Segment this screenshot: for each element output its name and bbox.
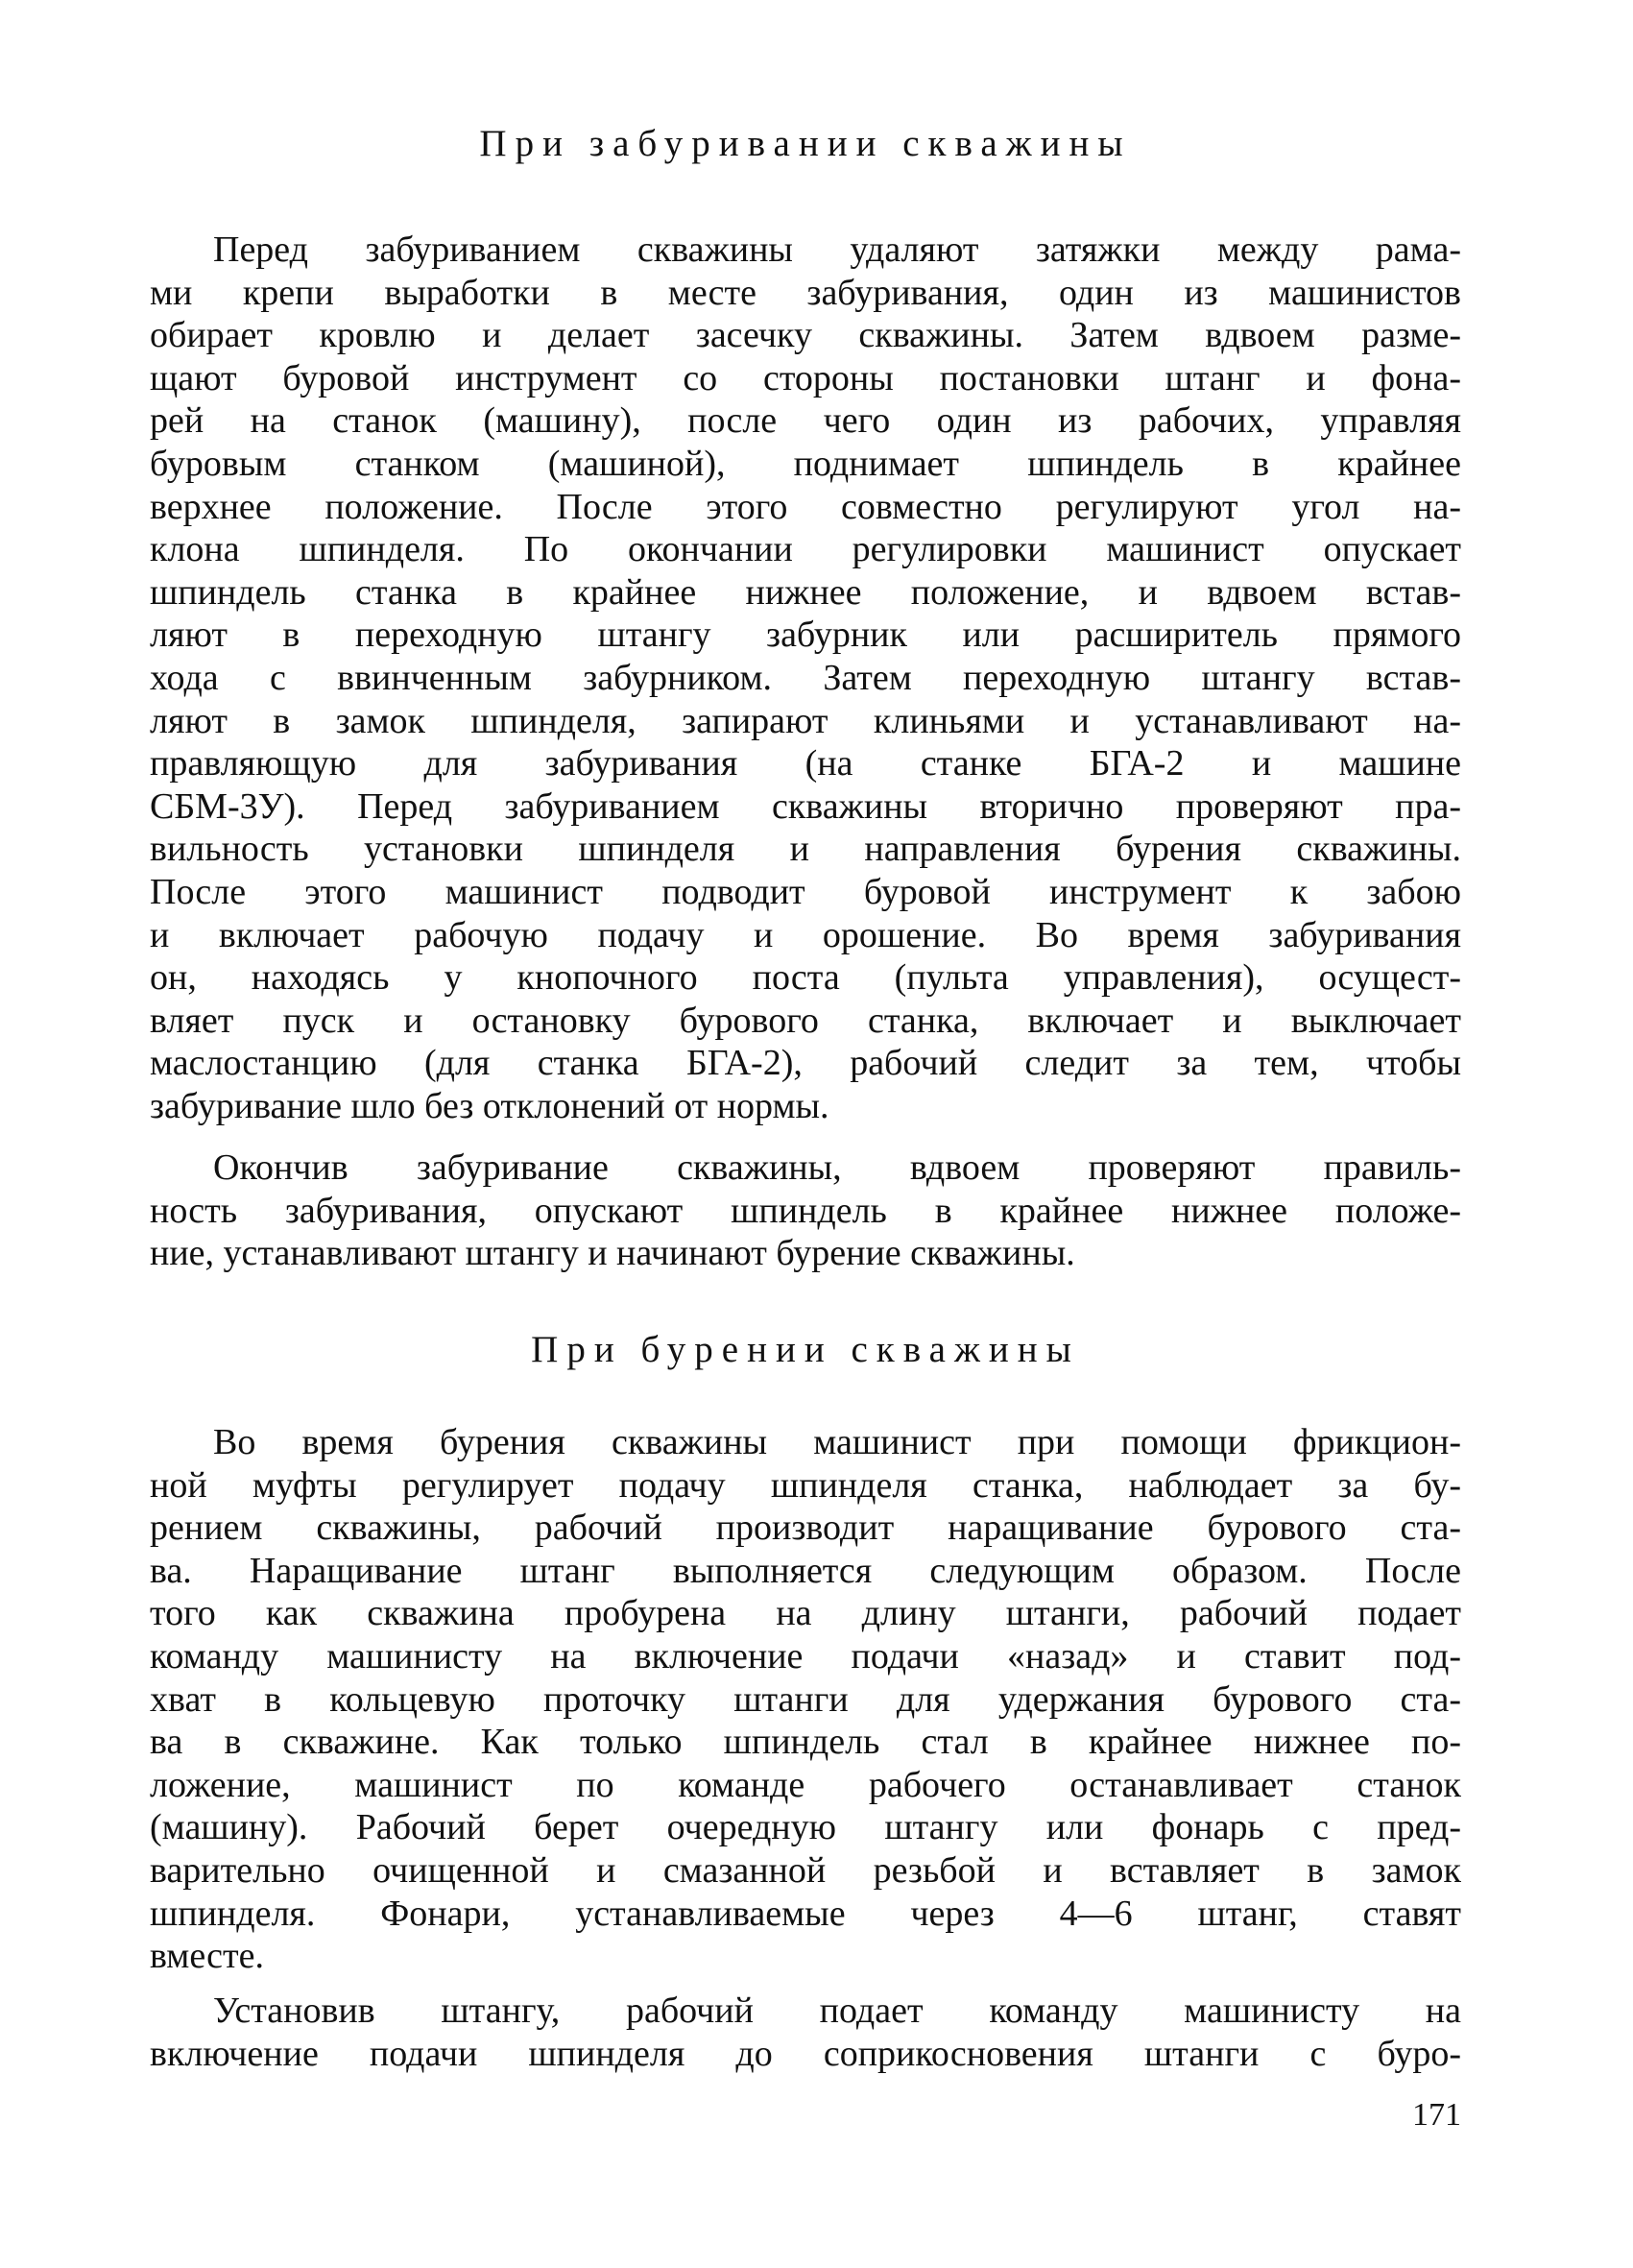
text-line: маслостанцию (для станка БГА-2), рабочий следит за тем, чтобы <box>150 1043 1461 1084</box>
text-line: правляющую для забуривания (на станке БГА-2 и машине <box>150 743 1461 784</box>
text-line: вместе. <box>150 1936 264 1977</box>
text-line: и включает рабочую подачу и орошение. Во время забуривания <box>150 914 1461 955</box>
text-line: вильность установки шпинделя и направления бурения скважины. <box>150 829 1461 870</box>
text-line: шпиндель станка в крайнее нижнее положение, и вдвоем встав- <box>150 571 1461 613</box>
text-line: ляют в переходную штангу забурник или расширитель прямого <box>150 615 1461 656</box>
text-line: ляют в замок шпинделя, запирают клиньями и устанавливают на- <box>150 700 1461 741</box>
text-line: ва. Наращивание штанг выполняется следующим образом. После <box>150 1550 1461 1591</box>
text-line: клона шпинделя. По окончании регулировки машинист опускает <box>150 529 1461 570</box>
page-number: 171 <box>1412 2097 1461 2133</box>
text-line: обирает кровлю и делает засечку скважины. Затем вдвоем разме- <box>150 315 1461 356</box>
section-heading-drilling: При бурении скважины <box>531 1329 1080 1370</box>
paragraph <box>150 229 1461 1127</box>
text-line: хват в кольцевую проточку штанги для удержания бурового ста- <box>150 1678 1461 1720</box>
text-line: Установив штангу, рабочий подает команду машинисту на <box>213 1991 1461 2031</box>
text-line: вляет пуск и остановку бурового станка, включает и выключает <box>150 1000 1461 1041</box>
text-line: хода с ввинченным забурником. Затем переходную штангу встав- <box>150 657 1461 698</box>
text-line: Во время бурения скважины машинист при помощи фрикцион- <box>213 1422 1461 1462</box>
text-line: забуривание шло без отклонений от нормы. <box>150 1085 829 1126</box>
text-line: Окончив забуривание скважины, вдвоем проверяют правиль- <box>213 1147 1461 1188</box>
text-line: рением скважины, рабочий производит наращивание бурового ста- <box>150 1508 1461 1549</box>
text-line: После этого машинист подводит буровой инструмент к забою <box>150 871 1461 912</box>
text-line: ва в скважине. Как только шпиндель стал в крайнее нижнее по- <box>150 1722 1461 1763</box>
text-line: СБМ-3У). Перед забуриванием скважины вторично проверяют пра- <box>150 785 1461 827</box>
text-line: щают буровой инструмент со стороны постановки штанг и фона- <box>150 357 1461 398</box>
text-line: того как скважина пробурена на длину штанги, рабочий подает <box>150 1593 1461 1634</box>
paragraph <box>150 1990 1461 2075</box>
text-line: верхнее положение. После этого совместно регулируют угол на- <box>150 486 1461 527</box>
text-line: он, находясь у кнопочного поста (пульта управления), осущест- <box>150 957 1461 999</box>
text-line: буровым станком (машиной), поднимает шпиндель в крайнее <box>150 443 1461 484</box>
text-line: ние, устанавливают штангу и начинают бурение скважины. <box>150 1233 1075 1274</box>
text-line: рей на станок (машину), после чего один из рабочих, управляя <box>150 400 1461 442</box>
text-line: (машину). Рабочий берет очередную штангу или фонарь с пред- <box>150 1807 1461 1848</box>
text-line: включение подачи шпинделя до соприкосновения штанги с буро- <box>150 2033 1461 2074</box>
text-line: шпинделя. Фонари, устанавливаемые через 4—6 штанг, ставят <box>150 1893 1461 1934</box>
text-line: ми крепи выработки в месте забуривания, один из машинистов <box>150 272 1461 313</box>
section-heading-drilling-start: При забуривании скважины <box>479 123 1132 164</box>
text-line: ность забуривания, опускают шпиндель в крайнее нижнее положе- <box>150 1190 1461 1231</box>
text-line: Перед забуриванием скважины удаляют затяжки между рама- <box>213 229 1461 270</box>
paragraph <box>150 1146 1461 1275</box>
text-line: команду машинисту на включение подачи «назад» и ставит под- <box>150 1635 1461 1677</box>
paragraph <box>150 1421 1461 1978</box>
text-line: варительно очищенной и смазанной резьбой и вставляет в замок <box>150 1849 1461 1891</box>
text-line: ной муфты регулирует подачу шпинделя станка, наблюдает за бу- <box>150 1464 1461 1506</box>
text-line: ложение, машинист по команде рабочего останавливает станок <box>150 1764 1461 1805</box>
